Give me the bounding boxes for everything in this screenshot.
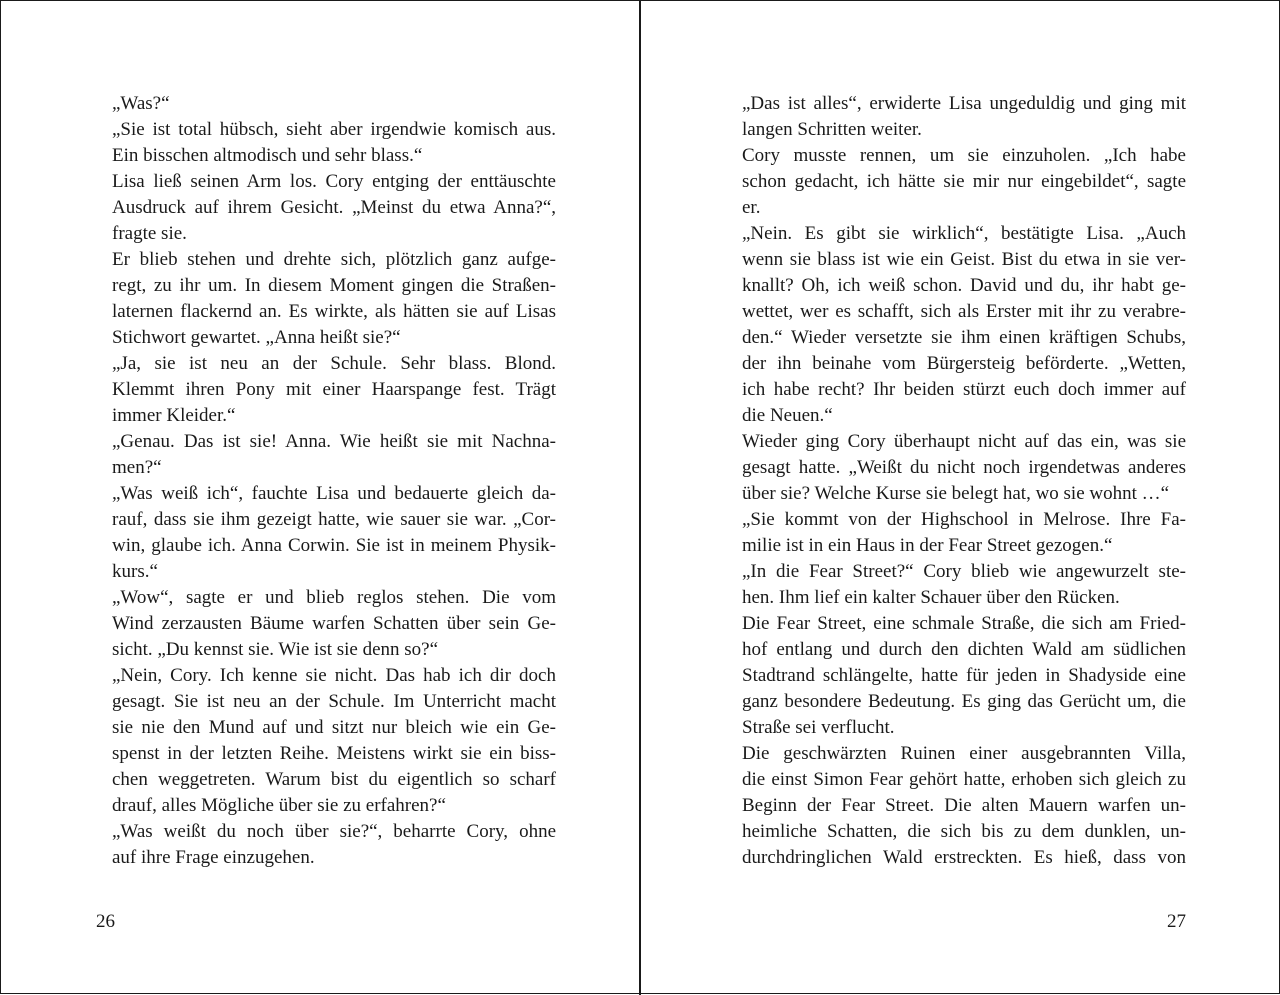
text-line: „Das ist alles“, erwiderte Lisa ungeduldig und ging mit: [742, 93, 1186, 114]
text-line: Die geschwärzten Ruinen einer ausgebrannten Villa,: [742, 743, 1186, 764]
text-line: ich habe recht? Ihr beiden stürzt euch doch immer auf: [742, 379, 1186, 400]
text-line: Cory musste rennen, um sie einzuholen. „Ich habe: [742, 145, 1186, 166]
paragraph: [726, 91, 1186, 143]
paragraph: [726, 611, 1186, 741]
right-page: [641, 1, 1280, 995]
text-line: win, glaube ich. Anna Corwin. Sie ist in meinem Physik-: [112, 535, 556, 556]
text-line: sie nie den Mund auf und sitzt nur bleich wie ein Ge-: [112, 717, 556, 738]
text-line: „Genau. Das ist sie! Anna. Wie heißt sie mit Nachna-: [112, 431, 556, 452]
paragraph: [726, 559, 1186, 611]
paragraph: [726, 221, 1186, 429]
text-line: Die Fear Street, eine schmale Straße, die sich am Fried-: [742, 613, 1186, 634]
text-line: milie ist in ein Haus in der Fear Street gezogen.“: [742, 535, 1113, 556]
text-line: men?“: [112, 457, 162, 478]
text-line: wettet, wer es schafft, sich als Erster mit ihr zu verabre-: [742, 301, 1186, 322]
right-page-text: [726, 91, 1186, 871]
paragraph: [726, 143, 1186, 221]
text-line: Er blieb stehen und drehte sich, plötzlich ganz aufge-: [112, 249, 556, 270]
text-line: gesagt hatte. „Weißt du nicht noch irgendetwas anderes: [742, 457, 1186, 478]
text-line: spenst in der letzten Reihe. Meistens wirkt sie ein biss-: [112, 743, 556, 764]
text-line: „Sie ist total hübsch, sieht aber irgendwie komisch aus.: [112, 119, 556, 140]
paragraph: [726, 741, 1186, 871]
text-line: sicht. „Du kennst sie. Wie ist sie denn so?“: [112, 639, 439, 660]
text-line: „Was weißt du noch über sie?“, beharrte Cory, ohne: [112, 821, 556, 842]
paragraph: [96, 663, 556, 819]
text-line: wenn sie blass ist wie ein Geist. Bist du etwa in sie ver-: [742, 249, 1186, 270]
text-line: durchdringlichen Wald erstreckten. Es hieß, dass von: [742, 847, 1186, 868]
text-line: rauf, dass sie ihm gezeigt hatte, wie sauer sie war. „Cor-: [112, 509, 556, 530]
text-line: „Sie kommt von der Highschool in Melrose. Ihre Fa-: [742, 509, 1186, 530]
paragraph: [96, 481, 556, 585]
text-line: Klemmt ihren Pony mit einer Haarspange fest. Trägt: [112, 379, 556, 400]
text-line: „Nein. Es gibt sie wirklich“, bestätigte Lisa. „Auch: [742, 223, 1186, 244]
text-line: die einst Simon Fear gehört hatte, erhoben sich gleich zu: [742, 769, 1186, 790]
text-line: chen weggetreten. Warum bist du eigentlich so scharf: [112, 769, 556, 790]
paragraph: [96, 429, 556, 481]
paragraph: [726, 507, 1186, 559]
text-line: Ein bisschen altmodisch und sehr blass.“: [112, 145, 423, 166]
text-line: die Neuen.“: [742, 405, 833, 426]
text-line: schon gedacht, ich hätte sie mir nur eingebildet“, sagte: [742, 171, 1186, 192]
text-line: den.“ Wieder versetzte sie ihm einen kräftigen Schubs,: [742, 327, 1186, 348]
paragraph: [96, 91, 556, 117]
text-line: „Ja, sie ist neu an der Schule. Sehr blass. Blond.: [112, 353, 556, 374]
text-line: Wieder ging Cory überhaupt nicht auf das ein, was sie: [742, 431, 1186, 452]
text-line: der ihn beinahe vom Bürgersteig beförderte. „Wetten,: [742, 353, 1186, 374]
text-line: auf ihre Frage einzugehen.: [112, 847, 315, 868]
text-line: Stadtrand schlängelte, hatte für jeden in Shadyside eine: [742, 665, 1186, 686]
text-line: über sie? Welche Kurse sie belegt hat, wo sie wohnt …“: [742, 483, 1170, 504]
text-line: „Was weiß ich“, fauchte Lisa und bedauerte gleich da-: [112, 483, 556, 504]
text-line: immer Kleider.“: [112, 405, 236, 426]
paragraph: [96, 351, 556, 429]
left-page: [1, 1, 639, 995]
text-line: Stichwort gewartet. „Anna heißt sie?“: [112, 327, 401, 348]
text-line: Ausdruck auf ihrem Gesicht. „Meinst du etwa Anna?“,: [112, 197, 556, 218]
paragraph: [726, 429, 1186, 507]
text-line: ganz besondere Bedeutung. Es ging das Gerücht um, die: [742, 691, 1186, 712]
paragraph: [96, 585, 556, 663]
text-line: „Was?“: [112, 93, 170, 114]
left-page-number: 26: [96, 911, 115, 932]
text-line: „Wow“, sagte er und blieb reglos stehen. Die vom: [112, 587, 556, 608]
text-line: fragte sie.: [112, 223, 187, 244]
text-line: Lisa ließ seinen Arm los. Cory entging der enttäuschte: [112, 171, 556, 192]
paragraph: [96, 819, 556, 871]
paragraph: [96, 169, 556, 247]
text-line: langen Schritten weiter.: [742, 119, 922, 140]
text-line: hen. Ihm lief ein kalter Schauer über den Rücken.: [742, 587, 1120, 608]
text-line: Beginn der Fear Street. Die alten Mauern warfen un-: [742, 795, 1186, 816]
text-line: knallt? Oh, ich weiß schon. David und du, ihr habt ge-: [742, 275, 1186, 296]
text-line: „In die Fear Street?“ Cory blieb wie angewurzelt ste-: [742, 561, 1186, 582]
paragraph: [96, 117, 556, 169]
left-page-text: [96, 91, 556, 871]
text-line: kurs.“: [112, 561, 158, 582]
text-line: drauf, alles Mögliche über sie zu erfahren?“: [112, 795, 446, 816]
text-line: Wind zerzausten Bäume warfen Schatten über sein Ge-: [112, 613, 556, 634]
text-line: laternen flackernd an. Es wirkte, als hätten sie auf Lisas: [112, 301, 556, 322]
text-line: er.: [742, 197, 761, 218]
paragraph: [96, 247, 556, 351]
right-page-number: 27: [1167, 911, 1186, 932]
text-line: gesagt. Sie ist neu an der Schule. Im Unterricht macht: [112, 691, 556, 712]
text-line: regt, zu ihr um. In diesem Moment gingen die Straßen-: [112, 275, 556, 296]
text-line: heimliche Schatten, die sich bis zu dem dunklen, un-: [742, 821, 1186, 842]
text-line: „Nein, Cory. Ich kenne sie nicht. Das hab ich dir doch: [112, 665, 556, 686]
text-line: hof entlang und durch den dichten Wald am südlichen: [742, 639, 1186, 660]
text-line: Straße sei verflucht.: [742, 717, 895, 738]
